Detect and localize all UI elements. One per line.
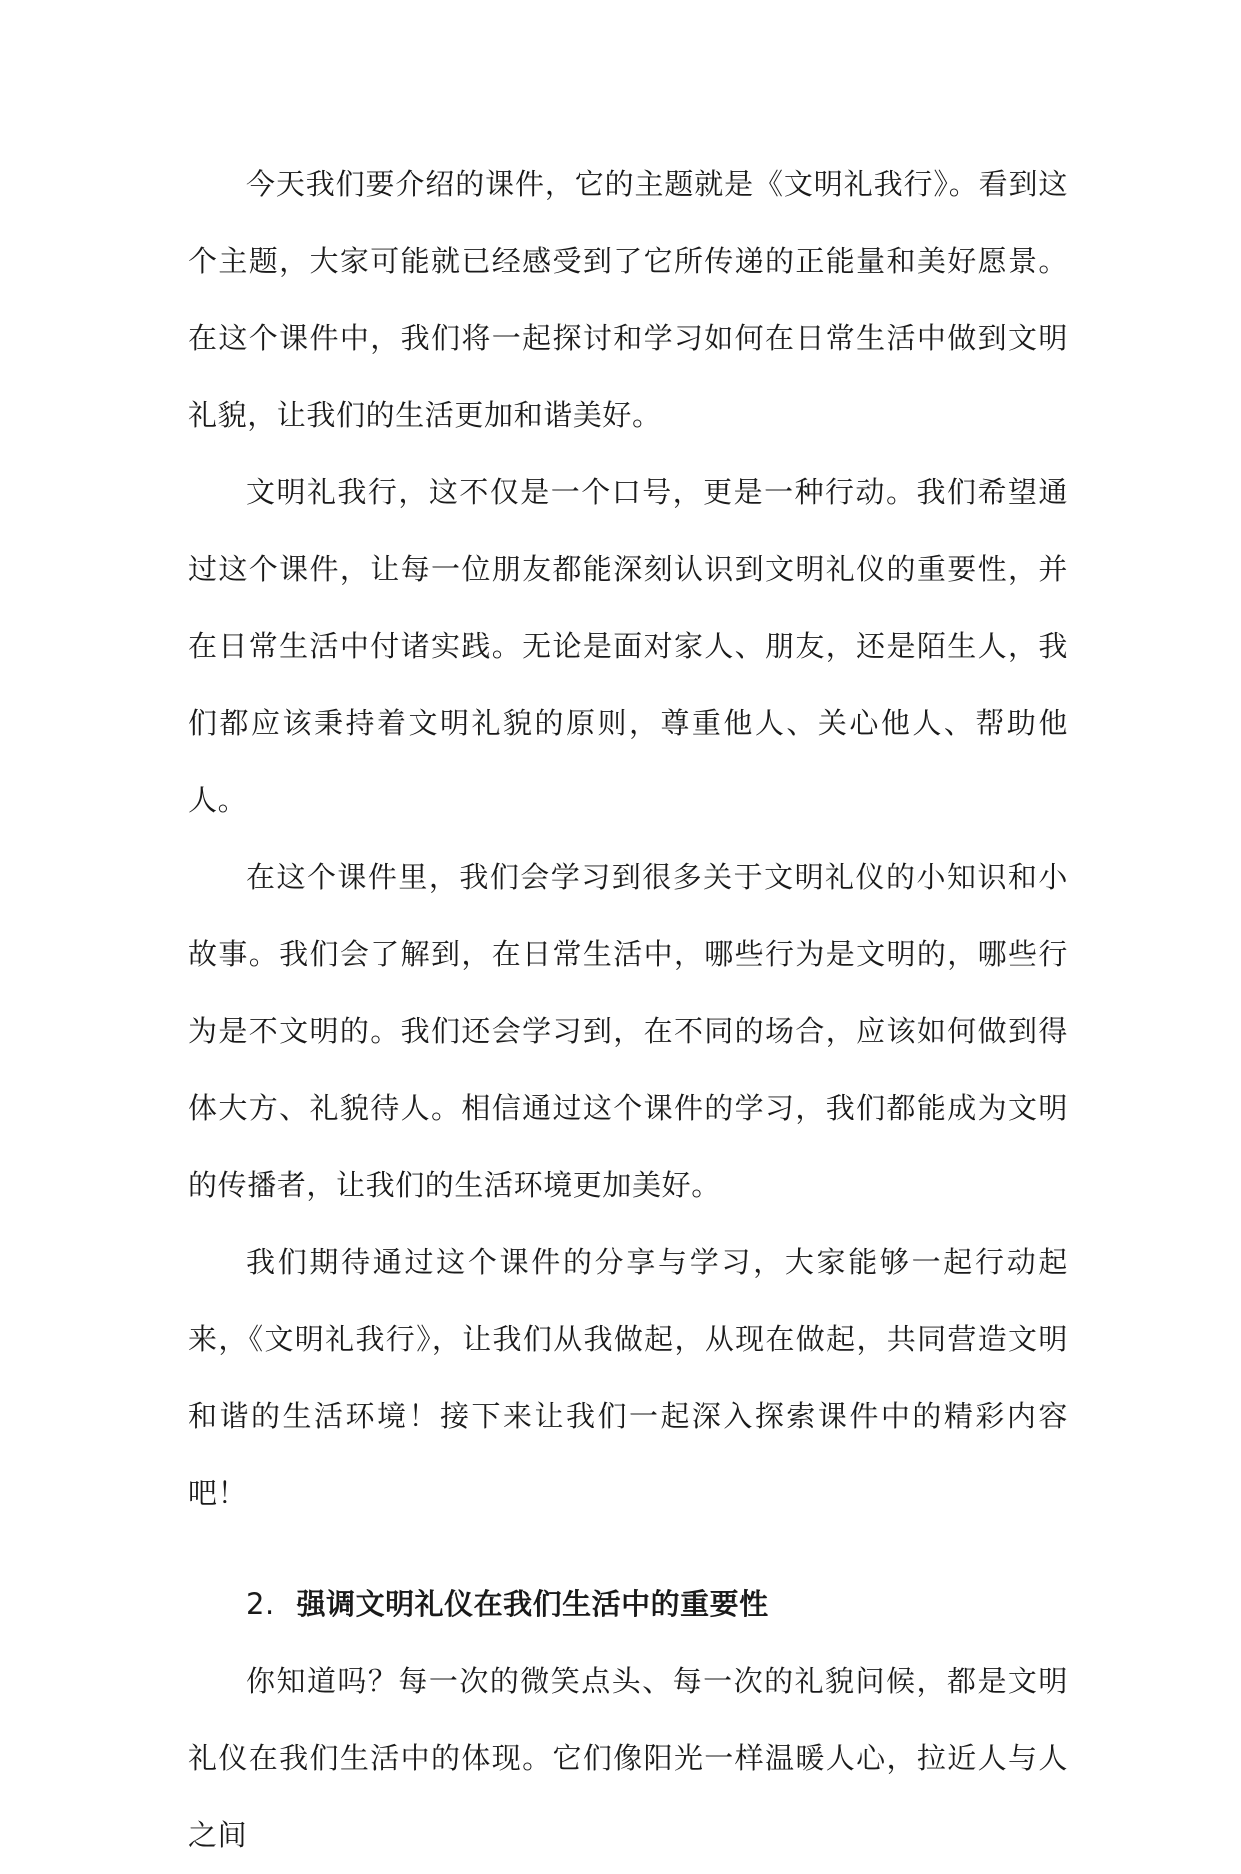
paragraph-intro: 今天我们要介绍的课件，它的主题就是《文明礼我行》。看到这个主题，大家可能就已经感受到了它所传递的正能量和美好愿景。在这个课件中，我们将一起探讨和学习如何在日常生活中做到文明礼貌，让我们的生活更加和谐美好。 <box>188 167 1068 432</box>
section-heading <box>188 1566 1068 1643</box>
section-number: 2. <box>246 1587 275 1621</box>
paragraph-call-to-action: 我们期待通过这个课件的分享与学习，大家能够一起行动起来，《文明礼我行》，让我们从我做起，从现在做起，共同营造文明和谐的生活环境！接下来让我们一起深入探索课件中的精彩内容吧！ <box>188 1245 1068 1510</box>
paragraph-slogan-action: 文明礼我行，这不仅是一个口号，更是一种行动。我们希望通过这个课件，让每一位朋友都能深刻认识到文明礼仪的重要性，并在日常生活中付诸实践。无论是面对家人、朋友，还是陌生人，我们都应该秉持着文明礼貌的原则，尊重他人、关心他人、帮助他人。 <box>188 475 1068 817</box>
paragraph-importance: 你知道吗？每一次的微笑点头、每一次的礼貌问候，都是文明礼仪在我们生活中的体现。它们像阳光一样温暖人心，拉近人与人之间 <box>188 1664 1068 1852</box>
paragraph-knowledge-stories: 在这个课件里，我们会学习到很多关于文明礼仪的小知识和小故事。我们会了解到，在日常生活中，哪些行为是文明的，哪些行为是不文明的。我们还会学习到，在不同的场合，应该如何做到得体大方、礼貌待人。相信通过这个课件的学习，我们都能成为文明的传播者，让我们的生活环境更加美好。 <box>188 860 1068 1202</box>
document-body <box>188 146 1068 1874</box>
section-title: 强调文明礼仪在我们生活中的重要性 <box>296 1587 769 1621</box>
